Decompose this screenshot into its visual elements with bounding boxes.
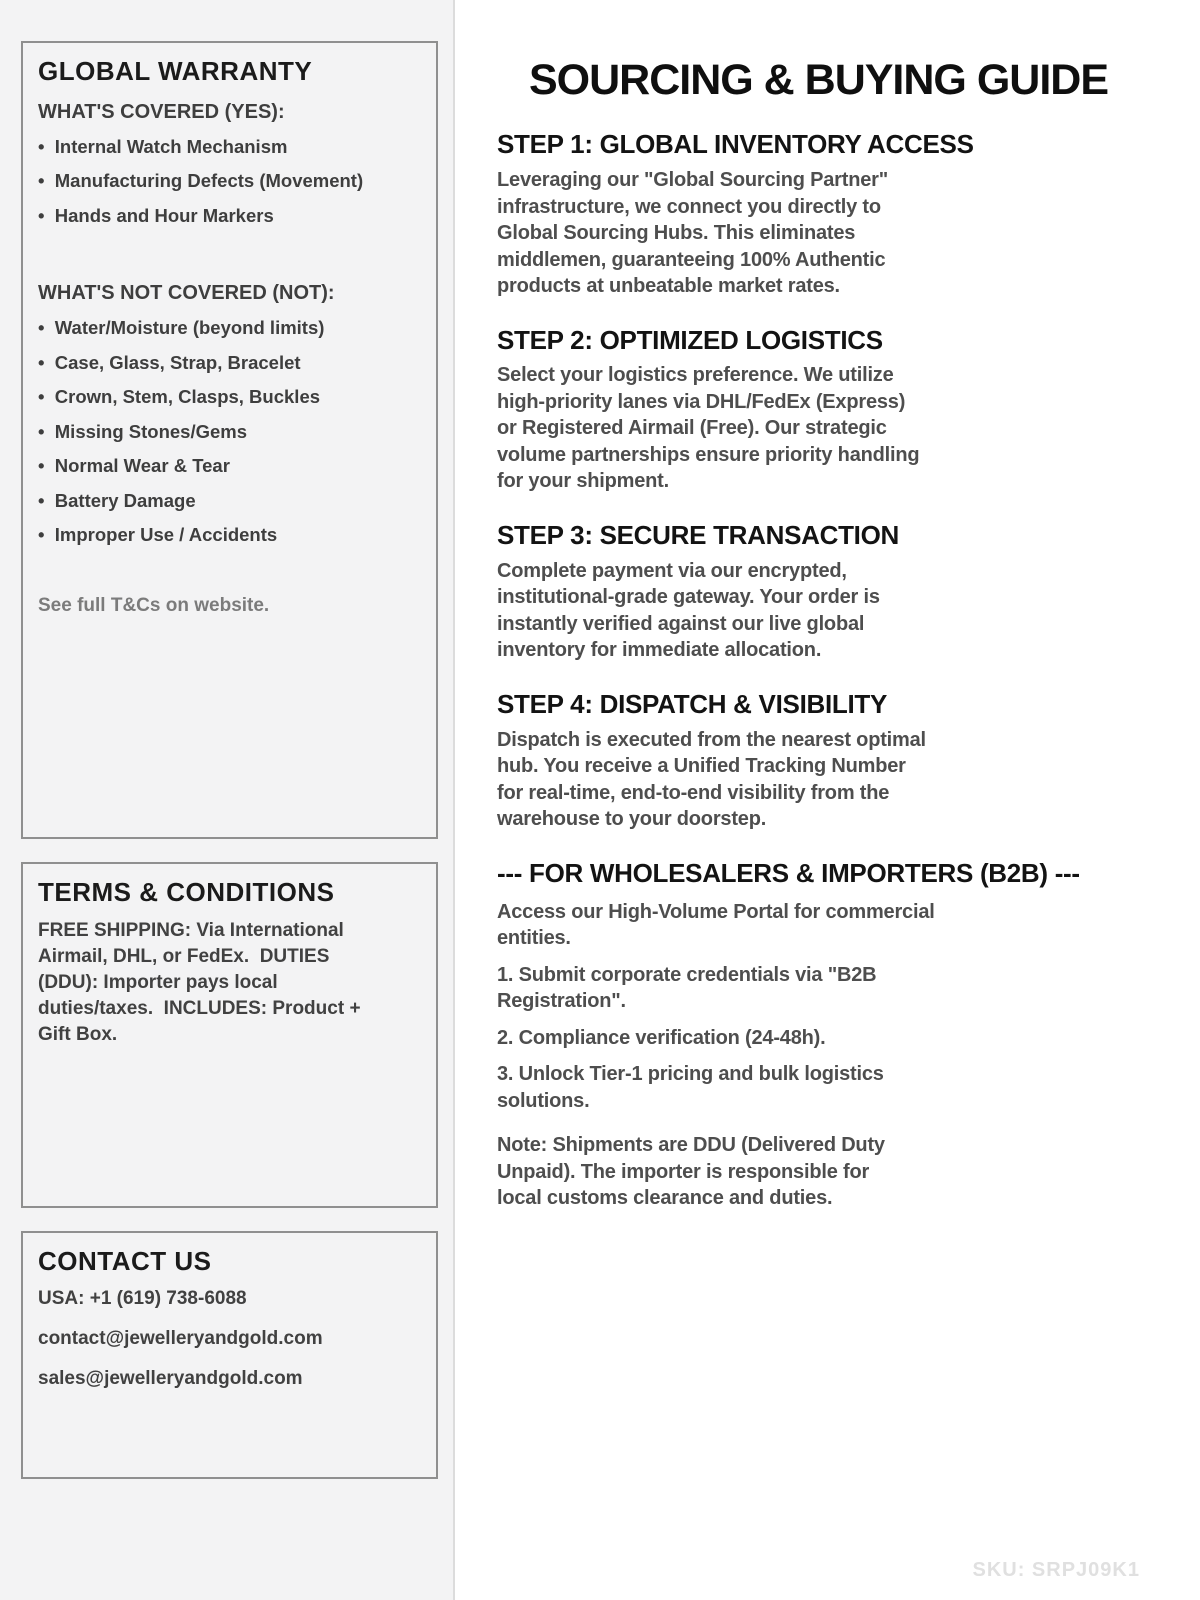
step-2-body — [497, 362, 1140, 495]
contact-email-sales: sales@jewelleryandgold.com — [38, 1367, 303, 1389]
list-item: • Internal Watch Mechanism — [38, 130, 422, 165]
text-line: hub. You receive a Unified Tracking Number — [497, 755, 906, 778]
step-3-heading: STEP 3: SECURE TRANSACTION — [497, 519, 899, 550]
text-line: Unpaid). The importer is responsible for — [497, 1160, 870, 1183]
text-line: or Registered Airmail (Free). Our strategic — [497, 417, 887, 440]
text-line: volume partnerships ensure priority handling — [497, 443, 920, 466]
contact-panel — [21, 1231, 438, 1479]
list-item: • Water/Moisture (beyond limits) — [38, 311, 422, 346]
list-item: • Case, Glass, Strap, Bracelet — [38, 346, 422, 381]
text-line: local customs clearance and duties. — [497, 1187, 833, 1210]
sidebar — [0, 0, 455, 1600]
covered-list — [38, 130, 422, 234]
text-line: FREE SHIPPING: Via International — [38, 919, 344, 941]
text-line: middlemen, guaranteeing 100% Authentic — [497, 248, 886, 271]
text-line: for your shipment. — [497, 470, 669, 493]
text-line: Global Sourcing Hubs. This eliminates — [497, 222, 856, 245]
step-1-heading: STEP 1: GLOBAL INVENTORY ACCESS — [497, 129, 974, 160]
text-line: infrastructure, we connect you directly to — [497, 195, 881, 218]
text-line: 2. Compliance verification (24-48h). — [497, 1026, 826, 1049]
step-section-3 — [497, 521, 1140, 664]
list-item: • Missing Stones/Gems — [38, 415, 422, 450]
list-item: • Crown, Stem, Clasps, Buckles — [38, 380, 422, 415]
terms-title: TERMS & CONDITIONS — [38, 877, 335, 907]
not-covered-list — [38, 311, 422, 553]
list-item: • Manufacturing Defects (Movement) — [38, 164, 422, 199]
step-4-heading: STEP 4: DISPATCH & VISIBILITY — [497, 688, 888, 719]
text-line: institutional-grade gateway. Your order is — [497, 586, 880, 609]
step-section-4 — [497, 690, 1140, 833]
text-line: Note: Shipments are DDU (Delivered Duty — [497, 1134, 885, 1157]
text-line: products at unbeatable market rates. — [497, 275, 840, 298]
b2b-item-3 — [497, 1061, 1140, 1114]
step-3-body — [497, 558, 1140, 664]
text-line: for real-time, end-to-end visibility from the — [497, 781, 890, 804]
text-line: duties/taxes. INCLUDES: Product + — [38, 997, 361, 1019]
contact-title: CONTACT US — [38, 1246, 212, 1276]
text-line: 1. Submit corporate credentials via "B2B — [497, 963, 877, 986]
text-line: Access our High-Volume Portal for commercial — [497, 900, 935, 923]
text-line: high-priority lanes via DHL/FedEx (Express) — [497, 390, 906, 413]
list-item: • Normal Wear & Tear — [38, 449, 422, 484]
b2b-item-1 — [497, 962, 1140, 1015]
b2b-section — [497, 859, 1140, 1212]
contact-phone: USA: +1 (619) 738-6088 — [38, 1287, 247, 1309]
step-4-body — [497, 727, 1140, 833]
text-line: entities. — [497, 927, 571, 950]
sku-label: SKU: SRPJ09K1 — [972, 1559, 1140, 1581]
warranty-title: GLOBAL WARRANTY — [38, 56, 313, 86]
text-line: (DDU): Importer pays local — [38, 971, 278, 993]
text-line: Complete payment via our encrypted, — [497, 559, 847, 582]
text-line: instantly verified against our live global — [497, 612, 865, 635]
text-line: Dispatch is executed from the nearest optimal — [497, 728, 926, 751]
list-item: • Hands and Hour Markers — [38, 199, 422, 234]
b2b-heading: --- FOR WHOLESALERS & IMPORTERS (B2B) --- — [497, 857, 1080, 888]
list-item: • Improper Use / Accidents — [38, 518, 422, 553]
covered-heading: WHAT'S COVERED (YES): — [38, 100, 285, 123]
text-line: solutions. — [497, 1089, 590, 1112]
page-title: SOURCING & BUYING GUIDE — [528, 56, 1109, 104]
warranty-footnote: See full T&Cs on website. — [38, 594, 270, 616]
list-item: • Battery Damage — [38, 484, 422, 519]
text-line: Select your logistics preference. We utilize — [497, 364, 894, 387]
terms-conditions-panel — [21, 862, 438, 1208]
text-line: 3. Unlock Tier-1 pricing and bulk logistics — [497, 1063, 884, 1086]
b2b-item-2 — [497, 1025, 1140, 1052]
sourcing-guide — [457, 0, 1200, 1600]
text-line: Leveraging our "Global Sourcing Partner" — [497, 169, 889, 192]
text-line: inventory for immediate allocation. — [497, 639, 822, 662]
terms-text — [38, 918, 422, 1048]
step-section-1 — [497, 130, 1140, 299]
text-line: Gift Box. — [38, 1023, 118, 1045]
step-section-2 — [497, 326, 1140, 495]
not-covered-heading: WHAT'S NOT COVERED (NOT): — [38, 282, 335, 305]
text-line: Registration". — [497, 990, 626, 1013]
b2b-intro — [497, 899, 1140, 952]
contact-email-primary: contact@jewelleryandgold.com — [38, 1327, 323, 1349]
text-line: warehouse to your doorstep. — [497, 808, 767, 831]
ddu-note — [497, 1132, 1140, 1212]
global-warranty-panel — [21, 41, 438, 839]
step-2-heading: STEP 2: OPTIMIZED LOGISTICS — [497, 324, 883, 355]
step-1-body — [497, 167, 1140, 300]
text-line: Airmail, DHL, or FedEx. DUTIES — [38, 945, 330, 967]
